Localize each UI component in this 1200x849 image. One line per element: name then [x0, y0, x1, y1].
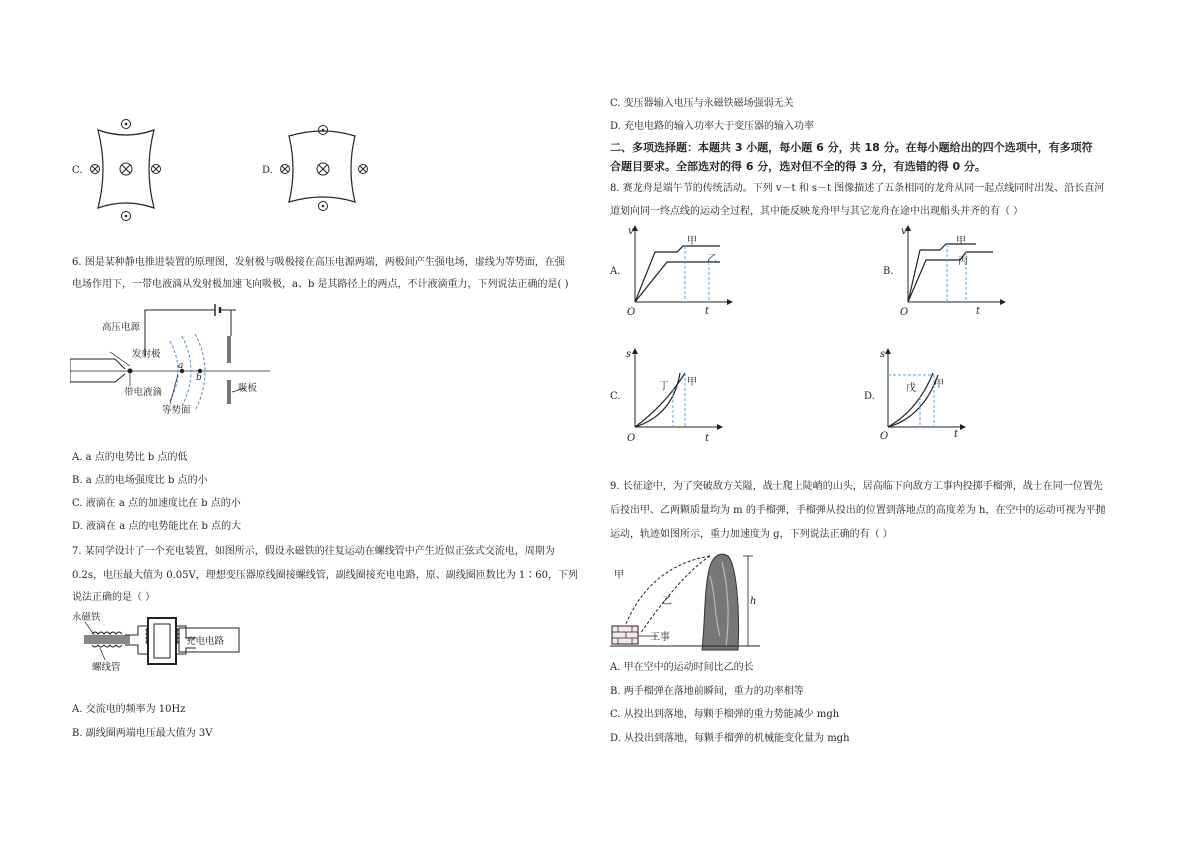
q5-option-c-label: C. [72, 165, 83, 176]
q8a-origin-label: O [627, 307, 636, 318]
q7-magnet-label: 永磁铁 [72, 612, 101, 623]
q8-graph-c [625, 345, 735, 443]
q8b-y-axis-label: v [901, 226, 907, 237]
q7-circuit-label: 充电电路 [186, 636, 225, 647]
section-heading-line1: 二、多项选择题：本题共 3 小题，每小题 6 分，共 18 分。在每小题给出的四个选项中，有多项符 [610, 141, 1093, 154]
q6-point-b: b [196, 373, 202, 383]
q8c-curve-ding: 丁 [659, 381, 669, 392]
q6-droplet-label: 带电液滴 [124, 387, 163, 398]
q8-graph-d [878, 345, 988, 443]
q8c-y-axis-label: s [626, 349, 632, 360]
q7-stem-line1: 7. 某同学设计了一个充电装置，如图所示，假设永磁铁的往复运动在螺线管中产生近似正弦式交流电，周期为 [72, 546, 555, 557]
q8c-x-axis-label: t [705, 433, 710, 443]
q9-option-d: D. 从投出到落地，每颗手榴弹的机械能变化量为 mgh [610, 733, 850, 744]
q8-stem-line1: 8. 赛龙舟是端午节的传统活动。下列 v－t 和 s－t 图像描述了五条相同的龙舟从同一起点线同时出发、沿长直河 [610, 183, 1105, 194]
q8b-origin-label: O [900, 307, 909, 318]
q6-option-c: C. 液滴在 a 点的加速度比在 b 点的小 [72, 498, 241, 509]
q8a-line-yi: 乙 [707, 254, 717, 265]
q9-stem-line3: 运动，轨迹如图所示，重力加速度为 g，下列说法正确的有（ ） [610, 529, 893, 540]
q9-option-a: A. 甲在空中的运动时间比乙的长 [610, 662, 754, 673]
q7-option-d: D. 充电电路的输入功率大于变压器的输入功率 [610, 121, 815, 132]
q7-option-b: B. 副线圈两端电压最大值为 3V [72, 728, 213, 739]
q7-option-c: C. 变压器输入电压与永磁铁磁场强弱无关 [610, 98, 794, 109]
q5-figure-d [275, 118, 375, 218]
q8-option-b-label: B. [883, 266, 894, 277]
q8-option-a-label: A. [610, 266, 621, 277]
q6-option-b: B. a 点的电场强度比 b 点的小 [72, 475, 208, 486]
q8d-y-axis-label: s [880, 349, 886, 360]
q9-height-label: h [750, 596, 757, 607]
q8-graph-a [625, 222, 735, 318]
q9-trajectory-yi: 乙 [662, 596, 672, 607]
q8d-origin-label: O [880, 431, 889, 442]
q8d-curve-jia: 甲 [934, 379, 944, 390]
q8b-line-jia: 甲 [956, 236, 966, 247]
q8b-line-bing: 丙 [958, 256, 968, 267]
q8b-x-axis-label: t [976, 306, 981, 317]
q8-option-d-label: D. [864, 391, 875, 402]
q8a-y-axis-label: v [628, 226, 634, 237]
q6-option-d: D. 液滴在 a 点的电势能比在 b 点的大 [72, 521, 242, 532]
q6-electrostatic-figure [70, 296, 300, 426]
q6-absorber-label: 吸板 [238, 383, 258, 394]
q8d-x-axis-label: t [954, 429, 959, 440]
q5-option-d-label: D. [262, 165, 273, 176]
q9-stem-line2: 后投出甲、乙两颗质量均为 m 的手榴弹，手榴弹从投出的位置到落地点的高度差为 h，在空中的运动可视为平抛 [610, 505, 1106, 516]
q7-charger-figure [70, 608, 250, 676]
q5-figure-c [86, 115, 166, 225]
q8a-line-jia: 甲 [687, 236, 697, 247]
q9-stem-line1: 9. 长征途中，为了突破敌方关隘，战士爬上陡峭的山头，居高临下向敌方工事内投掷手榴弹，战士在同一位置先 [610, 481, 1103, 492]
q6-emitter-label: 发射极 [132, 349, 161, 360]
q8c-curve-jia: 甲 [687, 377, 697, 388]
q7-stem-line3: 说法正确的是（ ） [72, 592, 156, 603]
q6-stem-line2: 电场作用下，一带电液滴从发射极加速飞向吸极，a、b 是其路径上的两点，不计液滴重力，下列说法正确的是( ) [72, 279, 569, 290]
q6-equipotential-label: 等势面 [162, 405, 191, 416]
q8a-x-axis-label: t [705, 306, 710, 317]
q8-stem-line2: 道划向同一终点线的运动全过程，其中能反映龙舟甲与其它龙舟在途中出现船头并齐的有（ ） [610, 206, 1024, 217]
q6-power-label: 高压电源 [102, 322, 141, 333]
q9-trajectory-jia: 甲 [614, 570, 624, 581]
q8-graph-b [898, 222, 1008, 318]
q6-option-a: A. a 点的电势比 b 点的低 [72, 452, 188, 463]
q6-stem-line1: 6. 图是某种静电推进装置的原理图，发射极与吸极接在高压电源两端，两极间产生强电场，虚线为等势面，在强 [72, 257, 565, 268]
q9-option-b: B. 两手榴弹在落地前瞬间，重力的功率相等 [610, 686, 804, 697]
q8-option-c-label: C. [610, 391, 621, 402]
q7-solenoid-label: 螺线管 [92, 662, 121, 673]
q7-option-a: A. 交流电的频率为 10Hz [72, 704, 186, 715]
q8c-origin-label: O [627, 433, 636, 443]
section-heading-line2: 合题目要求。全部选对的得 6 分，选对但不全的得 3 分，有选错的得 0 分。 [610, 160, 986, 173]
q9-option-c: C. 从投出到落地，每颗手榴弹的重力势能减少 mgh [610, 709, 840, 720]
q7-stem-line2: 0.2s，电压最大值为 0.05V，理想变压器原线圈接螺线管，副线圈接充电电路，原、副线圈匝数比为 1∶60，下列 [72, 570, 578, 581]
q9-grenade-figure [610, 546, 770, 652]
q6-point-a: a [178, 361, 184, 371]
q9-fortification-label: 工事 [650, 632, 670, 643]
q8d-curve-wu: 戊 [906, 383, 916, 394]
